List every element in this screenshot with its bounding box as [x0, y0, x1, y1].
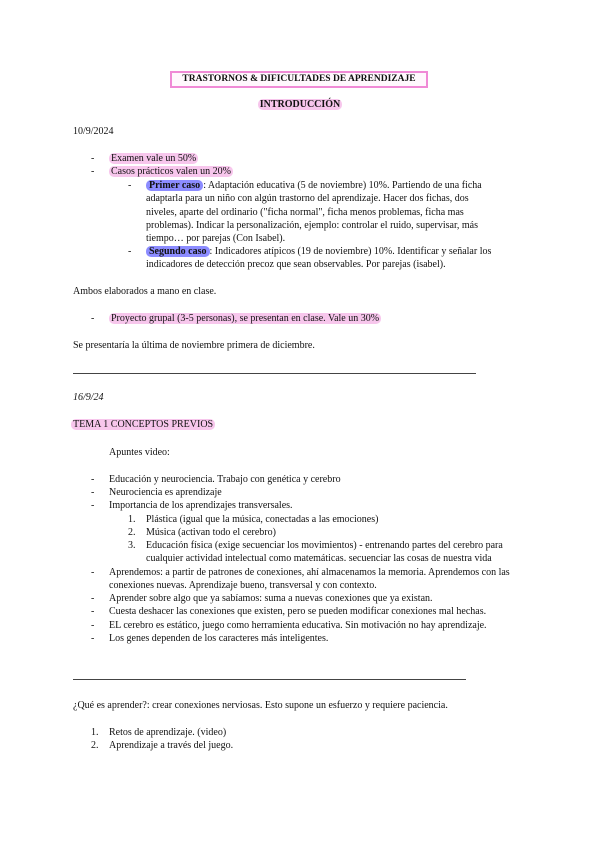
date-2: 16/9/24 — [73, 392, 104, 403]
topic-heading — [73, 418, 533, 431]
paragraph: Se presentaría la última de noviembre primera de diciembre. — [73, 340, 315, 351]
numbered-item: Educación física (exige secuenciar los movimientos) - entrenando partes del cerebro para cualquier actividad intelectual como matemáticas. secuenciar las cosas de nuestra vida — [146, 540, 503, 565]
list-number: 2. — [91, 740, 99, 751]
bullet: - — [128, 180, 132, 191]
numbered-item: Música (activan todo el cerebro) — [146, 527, 276, 538]
bullet: - — [91, 606, 95, 617]
divider — [73, 373, 476, 374]
list-item: Los genes dependen de los caracteres más inteligentes. — [109, 633, 329, 644]
case-label: Segundo caso — [146, 246, 210, 257]
case-text: : Adaptación educativa (5 de noviembre) 10%. Partiendo de una ficha adaptarla para un niño con algún trastorno del aprendizaje. Hacer dos fichas, dos niveles, aparte del ordinario ("ficha normal", ficha menos problemas, ficha mas problemas). Indicar la personalización, ejemplo: controlar el ruido, supervisar, más tiempo… por parejas (Con Isabel). — [146, 180, 482, 245]
list-item: Aprender sobre algo que ya sabíamos: suma a nuevas conexiones que ya existan. — [109, 593, 433, 604]
list-item: Cuesta deshacer las conexiones que existen, pero se pueden modificar conexiones mal hechas. — [109, 606, 487, 617]
bullet: - — [91, 487, 95, 498]
apuntes-label: Apuntes video: — [109, 447, 170, 458]
case-item — [146, 245, 496, 272]
document-title: TRASTORNOS & DIFICULTADES DE APRENDIZAJE — [170, 71, 428, 88]
bullet: - — [91, 620, 95, 631]
list-item: Aprendemos: a partir de patrones de conexiones, ahí almacenamos la memoria. Aprendemos con las conexiones nuevas. Aprendizaje bueno, transversal y con contexto. — [109, 567, 510, 592]
list-number: 1. — [128, 514, 136, 525]
bullet: - — [91, 474, 95, 485]
list-number: 2. — [128, 527, 136, 538]
numbered-item: Plástica (igual que la música, conectadas a las emociones) — [146, 514, 379, 525]
bullet: - — [91, 153, 95, 164]
bullet: - — [91, 593, 95, 604]
list-item — [109, 165, 529, 178]
bullet: - — [91, 500, 95, 511]
project-weight: Proyecto grupal (3-5 personas), se presentan en clase. Vale un 30% — [111, 313, 380, 324]
list-number: 3. — [128, 540, 136, 551]
paragraph: Ambos elaborados a mano en clase. — [73, 286, 217, 297]
list-item: Educación y neurociencia. Trabajo con genética y cerebro — [109, 474, 341, 485]
list-item — [109, 152, 529, 165]
case-label: Primer caso — [146, 180, 203, 191]
list-item: Importancia de los aprendizajes transversales. — [109, 500, 293, 511]
case-text: : Indicadores atípicos (19 de noviembre) 10%. Identificar y señalar los indicadores de detección precoz que sean observables. Por parejas (isabel). — [146, 246, 492, 271]
date-1: 10/9/2024 — [73, 126, 114, 137]
bullet: - — [91, 166, 95, 177]
numbered-item: Retos de aprendizaje. (video) — [109, 727, 227, 738]
list-item — [109, 312, 529, 325]
case-item — [146, 179, 496, 245]
list-number: 1. — [91, 727, 99, 738]
tema-label: TEMA 1 CONCEPTOS PREVIOS — [73, 419, 214, 430]
list-item: Neurociencia es aprendizaje — [109, 487, 222, 498]
bullet: - — [128, 246, 132, 257]
introduccion-heading: INTRODUCCIÓN — [259, 99, 341, 110]
paragraph: ¿Qué es aprender?: crear conexiones nerviosas. Esto supone un esfuerzo y requiere paciencia. — [73, 700, 448, 711]
bullet: - — [91, 313, 95, 324]
bullet: - — [91, 633, 95, 644]
cases-weight: Casos prácticos valen un 20% — [111, 166, 231, 177]
exam-weight: Examen vale un 50% — [111, 153, 197, 164]
section-heading — [0, 98, 600, 111]
list-item: EL cerebro es estático, juego como herramienta educativa. Sin motivación no hay aprendizaje. — [109, 620, 487, 631]
divider — [73, 679, 466, 680]
bullet: - — [91, 567, 95, 578]
numbered-item: Aprendizaje a través del juego. — [109, 740, 234, 751]
